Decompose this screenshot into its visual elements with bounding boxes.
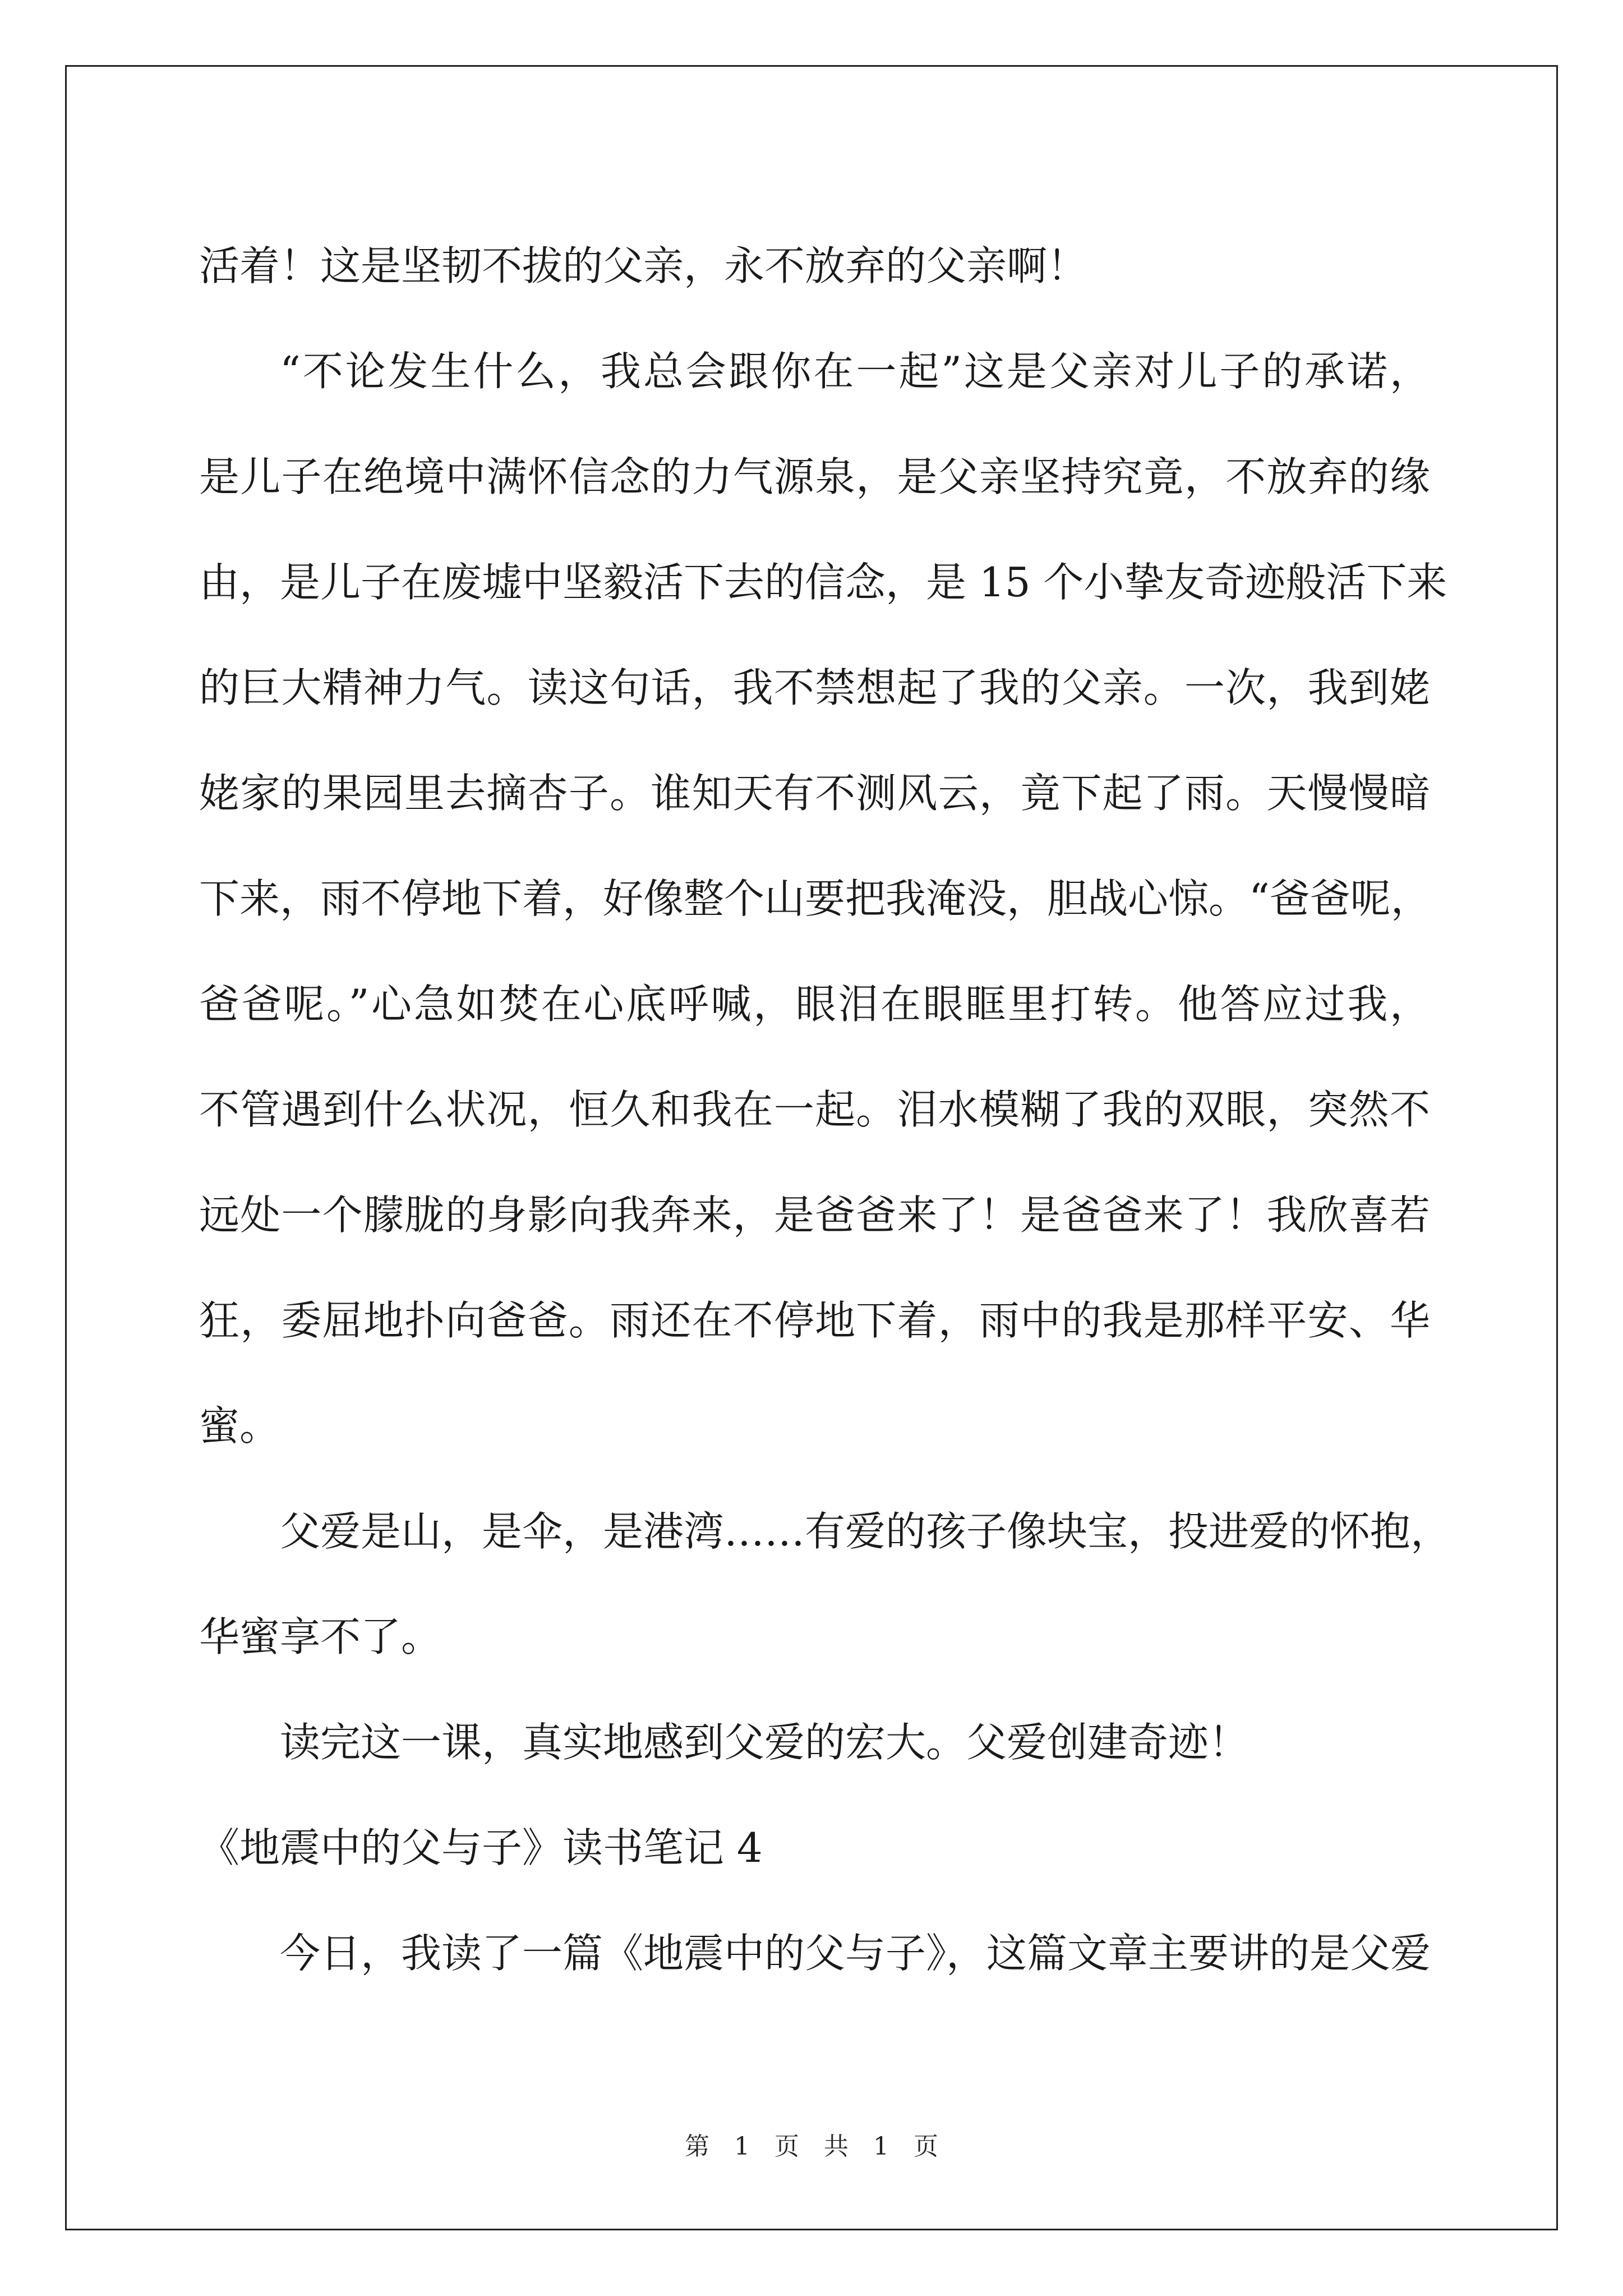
text-line-4: 由，是儿子在废墟中坚毅活下去的信念，是 15 个小挚友奇迹般活下来 xyxy=(199,559,1447,606)
text-line-1: 活着！这是坚韧不拔的父亲，永不放弃的父亲啊！ xyxy=(199,242,1088,289)
text-line-10: 远处一个朦胧的身影向我奔来，是爸爸来了！是爸爸来了！我欣喜若 xyxy=(199,1191,1430,1239)
text-line-13: 父爱是山，是伞，是港湾……有爱的孩子像块宝，投进爱的怀抱， xyxy=(280,1508,1451,1555)
text-line-3: 是儿子在绝境中满怀信念的力气源泉，是父亲坚持究竟，不放弃的缘 xyxy=(199,453,1430,500)
text-line-6: 姥家的果园里去摘杏子。谁知天有不测风云，竟下起了雨。天慢慢暗 xyxy=(199,770,1430,817)
text-line-14: 华蜜享不了。 xyxy=(199,1613,442,1660)
text-line-11: 狂，委屈地扑向爸爸。雨还在不停地下着，雨中的我是那样平安、华 xyxy=(199,1297,1430,1344)
page-footer: 第 1 页 共 1 页 xyxy=(685,2132,938,2161)
text-line-7: 下来，雨不停地下着，好像整个山要把我淹没，胆战心惊。“爸爸呢， xyxy=(199,875,1431,922)
text-line-12: 蜜。 xyxy=(199,1402,280,1450)
text-line-5: 的巨大精神力气。读这句话，我不禁想起了我的父亲。一次，我到姥 xyxy=(199,664,1430,711)
document-body xyxy=(199,213,1451,2006)
text-line-15: 读完这一课，真实地感到父爱的宏大。父爱创建奇迹！ xyxy=(280,1719,1249,1766)
text-line-2: “不论发生什么，我总会跟你在一起”这是父亲对儿子的承诺， xyxy=(280,348,1430,395)
text-line-8: 爸爸呢。”心急如焚在心底呼喊，眼泪在眼眶里打转。他答应过我， xyxy=(199,981,1430,1028)
section-heading: 《地震中的父与子》读书笔记 4 xyxy=(199,1824,763,1871)
text-line-17: 今日，我读了一篇《地震中的父与子》，这篇文章主要讲的是父爱 xyxy=(280,1930,1431,1977)
text-line-9: 不管遇到什么状况，恒久和我在一起。泪水模糊了我的双眼，突然不 xyxy=(199,1086,1430,1133)
